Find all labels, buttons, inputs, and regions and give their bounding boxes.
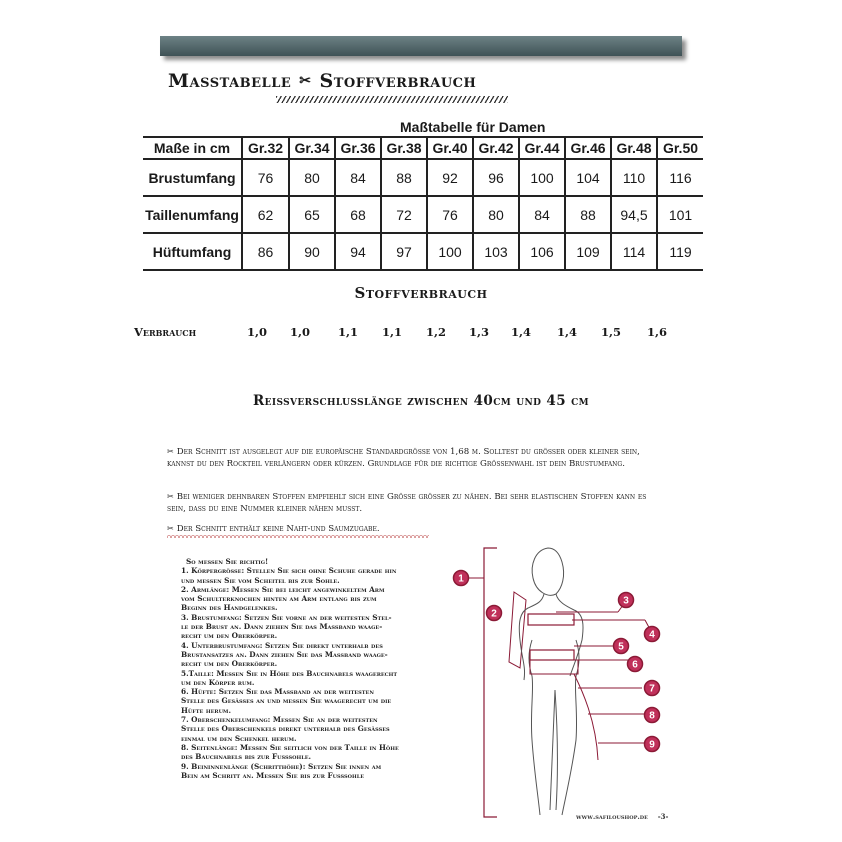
verbrauch-value: 1,0 — [290, 325, 311, 339]
size-cell: 106 — [519, 233, 565, 270]
size-column-header: Gr.36 — [335, 137, 381, 159]
measurement-marker-2 — [487, 606, 502, 621]
bust-band — [528, 614, 574, 625]
note-text: Der Schnitt ist ausgelegt auf die europäische Standardgrösse von 1,68 m. Solltest du grösser oder kleiner sein, kannst du den Rockteil verlängern oder kürzen. Grundlage für die richtige Grössenwahl ist dein Brustumfang. — [167, 447, 640, 469]
marker-leader-lines — [556, 601, 652, 743]
measure-step-4: 4. Unterbrustumfang: Setzen Sie direkt unterhalb des Brustansatzes an. Dann ziehen Sie das Massband waage- recht um den Oberkörper. — [181, 640, 388, 669]
size-cell: 86 — [242, 233, 289, 270]
measurement-marker-1 — [454, 571, 469, 586]
size-column-header: Gr.38 — [381, 137, 427, 159]
title-stoffverbrauch: Stoffverbrauch — [319, 70, 477, 92]
size-cell: 101 — [657, 196, 703, 233]
size-cell: 96 — [473, 159, 519, 196]
measure-step-2: 2. Armlänge: Messen Sie bei leicht angewinkeltem Arm vom Schulterknochen hinten am Arm entlang bis zum Beginn des Handgelenkes. — [181, 584, 385, 613]
stoffverbrauch-title: Stoffverbrauch — [354, 284, 488, 302]
zipper-length-note: Reissverschlusslänge zwischen 40cm und 45 cm — [252, 393, 590, 409]
size-cell: 80 — [473, 196, 519, 233]
size-cell: 62 — [242, 196, 289, 233]
size-column-header: Gr.50 — [657, 137, 703, 159]
measure-step-6: 6. Hüfte: Setzen Sie das Massband an der weitesten Stelle des Gesässes an und messen Sie waagerecht um die Hüfte herum. — [181, 687, 392, 715]
verbrauch-value: 1,4 — [557, 325, 578, 339]
size-column-header: Gr.48 — [611, 137, 657, 159]
marker-number: 9 — [649, 739, 655, 751]
measurement-marker-3 — [619, 593, 634, 608]
verbrauch-value: 1,4 — [511, 325, 532, 339]
size-cell: 80 — [289, 159, 335, 196]
size-cell: 116 — [657, 159, 703, 196]
size-column-header: Gr.44 — [519, 137, 565, 159]
size-column-header: Gr.46 — [565, 137, 611, 159]
size-column-header: Gr.42 — [473, 137, 519, 159]
woman-silhouette — [519, 548, 583, 815]
footer-page-number: -3- — [657, 812, 669, 821]
size-column-header: Gr.34 — [289, 137, 335, 159]
measurement-marker-8 — [645, 708, 660, 723]
scissors-icon: ✂ — [299, 73, 312, 89]
arm-length-marker — [509, 592, 526, 668]
measurement-marker-4 — [645, 627, 660, 642]
marker-number: 7 — [649, 683, 655, 695]
verbrauch-label: Verbrauch — [134, 325, 197, 339]
marker-number: 8 — [649, 710, 655, 722]
measure-step-1: 1. Körpergrösse: Stellen Sie sich ohne Schuhe gerade hin und messen Sie vom Scheitel bis zur Sohle. — [181, 566, 397, 585]
verbrauch-value: 1,5 — [601, 325, 622, 339]
marker-number: 4 — [649, 629, 655, 641]
marker-number: 6 — [632, 659, 638, 671]
size-cell: 84 — [335, 159, 381, 196]
size-column-header: Gr.40 — [427, 137, 473, 159]
measure-step-9: 9. Beininnenlänge (Schritthöhe): Setzen Sie innen am Bein am Schritt an. Messen Sie bis zur Fusssohle — [181, 761, 382, 780]
size-cell: 84 — [519, 196, 565, 233]
size-table-caption: Maßtabelle für Damen — [400, 119, 546, 135]
size-cell: 94,5 — [611, 196, 657, 233]
size-cell: 88 — [381, 159, 427, 196]
verbrauch-value: 1,0 — [247, 325, 268, 339]
side-length-line — [574, 674, 598, 760]
footer — [576, 812, 668, 821]
size-cell: 100 — [427, 233, 473, 270]
waist-band — [530, 650, 574, 660]
size-cell: 100 — [519, 159, 565, 196]
size-cell: 76 — [427, 196, 473, 233]
measure-heading: So messen Sie richtig! — [186, 557, 269, 566]
marker-number: 2 — [491, 608, 497, 620]
scissors-icon: ✂ — [167, 447, 174, 456]
marker-number: 1 — [458, 573, 464, 585]
size-table-corner-header: Maße in cm — [153, 140, 231, 156]
size-cell: 76 — [242, 159, 289, 196]
verbrauch-value: 1,2 — [426, 325, 447, 339]
measure-step-7: 7. Oberschenkelumfang: Messen Sie an der weitesten Stelle des Oberschenkels direkt unterhalb des Gesässes einmal um den Schenkel herum. — [181, 715, 390, 743]
measurement-marker-9 — [645, 737, 660, 752]
hip-band — [530, 660, 578, 674]
size-cell: 97 — [381, 233, 427, 270]
size-cell: 114 — [611, 233, 657, 270]
size-cell: 65 — [289, 196, 335, 233]
measurement-marker-5 — [614, 639, 629, 654]
size-cell: 90 — [289, 233, 335, 270]
size-cell: 119 — [657, 233, 703, 270]
size-row-label: Taillenumfang — [145, 206, 239, 223]
footer-site: www.safiloushop.de — [576, 812, 648, 821]
height-bracket — [484, 548, 497, 817]
note-text: Bei weniger dehnbaren Stoffen empfiehlt sich eine Grösse grösser zu nähen. Bei sehr elastischen Stoffen kann es sein, dass du eine Nummer kleiner nähen musst. — [167, 492, 647, 514]
size-row-label: Hüftumfang — [152, 243, 232, 260]
verbrauch-value: 1,1 — [382, 325, 403, 339]
measure-step-3: 3. Brustumfang: Setzen Sie vorne an der weitesten Stel- le der Brust an. Dann ziehen Sie das Massband waage- recht um den Oberkörper. — [181, 612, 392, 641]
verbrauch-value: 1,1 — [338, 325, 359, 339]
size-cell: 72 — [381, 196, 427, 233]
size-cell: 110 — [611, 159, 657, 196]
size-cell: 94 — [335, 233, 381, 270]
measurement-marker-6 — [628, 657, 643, 672]
verbrauch-value: 1,6 — [647, 325, 668, 339]
measurement-marker-7 — [645, 681, 660, 696]
verbrauch-value: 1,3 — [469, 325, 490, 339]
size-cell: 109 — [565, 233, 611, 270]
size-row-label: Brustumfang — [148, 169, 236, 186]
title-masstabelle: Masstabelle — [168, 70, 292, 92]
size-cell: 68 — [335, 196, 381, 233]
note-text: Der Schnitt enthält keine Naht-und Saumzugabe. — [176, 524, 380, 534]
marker-number: 3 — [623, 595, 629, 607]
size-cell: 88 — [565, 196, 611, 233]
measure-step-5: 5.Taille: Messen Sie in Höhe des Bauchnabels waagerecht um den Körper rum. — [181, 668, 398, 687]
marker-number: 5 — [618, 641, 624, 653]
size-cell: 103 — [473, 233, 519, 270]
size-cell: 92 — [427, 159, 473, 196]
scissors-icon: ✂ — [167, 524, 174, 533]
scissors-icon: ✂ — [167, 492, 174, 501]
size-cell: 104 — [565, 159, 611, 196]
measure-step-8: 8. Seitenlänge: Messen Sie seitlich von der Taille in Höhe des Bauchnabels bis zur Fusssohle. — [181, 742, 399, 762]
size-column-header: Gr.32 — [242, 137, 289, 159]
